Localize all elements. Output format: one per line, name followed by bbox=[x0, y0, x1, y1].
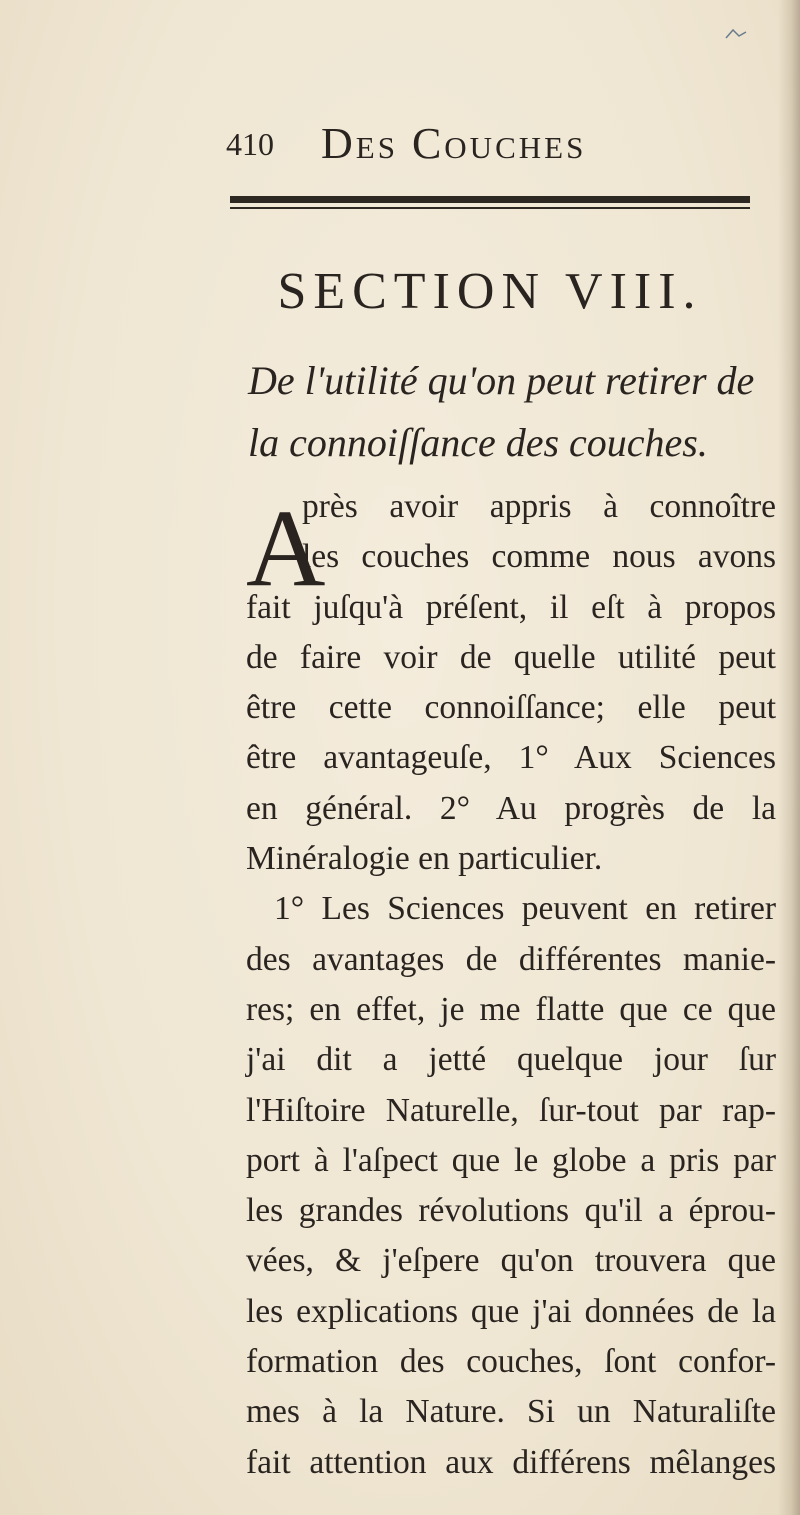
text-line: les explications que j'ai données de la bbox=[246, 1292, 776, 1330]
text-line: des avantages de différentes manie- bbox=[246, 940, 776, 978]
text-line: les grandes révolutions qu'il a éprou- bbox=[246, 1192, 776, 1230]
subtitle-line: la connoiſſance des couches. bbox=[248, 420, 708, 465]
page-header bbox=[226, 118, 746, 168]
rule-thick bbox=[230, 196, 750, 203]
text-line: être avantageuſe, 1° Aux Sciences bbox=[246, 739, 776, 777]
text-line: être cette connoiſſance; elle peut bbox=[246, 689, 776, 727]
text-line: Minéralogie en particulier. bbox=[246, 840, 603, 878]
text-line: les couches comme nous avons bbox=[302, 538, 776, 576]
section-subtitle bbox=[248, 350, 768, 474]
section-title: SECTION VIII. bbox=[277, 263, 703, 320]
ink-mark-icon bbox=[725, 28, 747, 42]
running-head: Des Couches bbox=[321, 119, 587, 168]
text-line: j'ai dit a jetté quelque jour ſur bbox=[246, 1041, 776, 1079]
text-line: fait attention aux différens mêlanges bbox=[246, 1443, 776, 1481]
text-line: mes à la Nature. Si un Naturaliſte bbox=[246, 1393, 776, 1431]
header-rule bbox=[230, 196, 750, 210]
page-gutter-shadow bbox=[778, 0, 800, 1515]
text-line: en général. 2° Au progrès de la bbox=[246, 789, 776, 827]
text-line: l'Hiſtoire Naturelle, ſur-tout par rap- bbox=[246, 1091, 776, 1129]
rule-thin bbox=[230, 207, 750, 209]
body-text bbox=[246, 482, 776, 1488]
text-line: port à l'aſpect que le globe a pris par bbox=[246, 1141, 776, 1179]
text-line: fait juſqu'à préſent, il eſt à propos bbox=[246, 588, 776, 626]
text-line: vées, & j'eſpere qu'on trouvera que bbox=[246, 1242, 776, 1280]
subtitle-line: De l'utilité qu'on peut retirer de bbox=[248, 358, 755, 403]
text-line: 1° Les Sciences peuvent en retirer bbox=[274, 890, 776, 928]
text-line: formation des couches, ſont confor- bbox=[246, 1343, 776, 1381]
text-line: près avoir appris à connoître bbox=[302, 488, 776, 525]
text-line: res; en effet, je me flatte que ce que bbox=[246, 990, 776, 1028]
drop-cap: A bbox=[246, 487, 326, 609]
text-line: de faire voir de quelle utilité peut bbox=[246, 638, 776, 676]
page-number: 410 bbox=[226, 126, 274, 162]
